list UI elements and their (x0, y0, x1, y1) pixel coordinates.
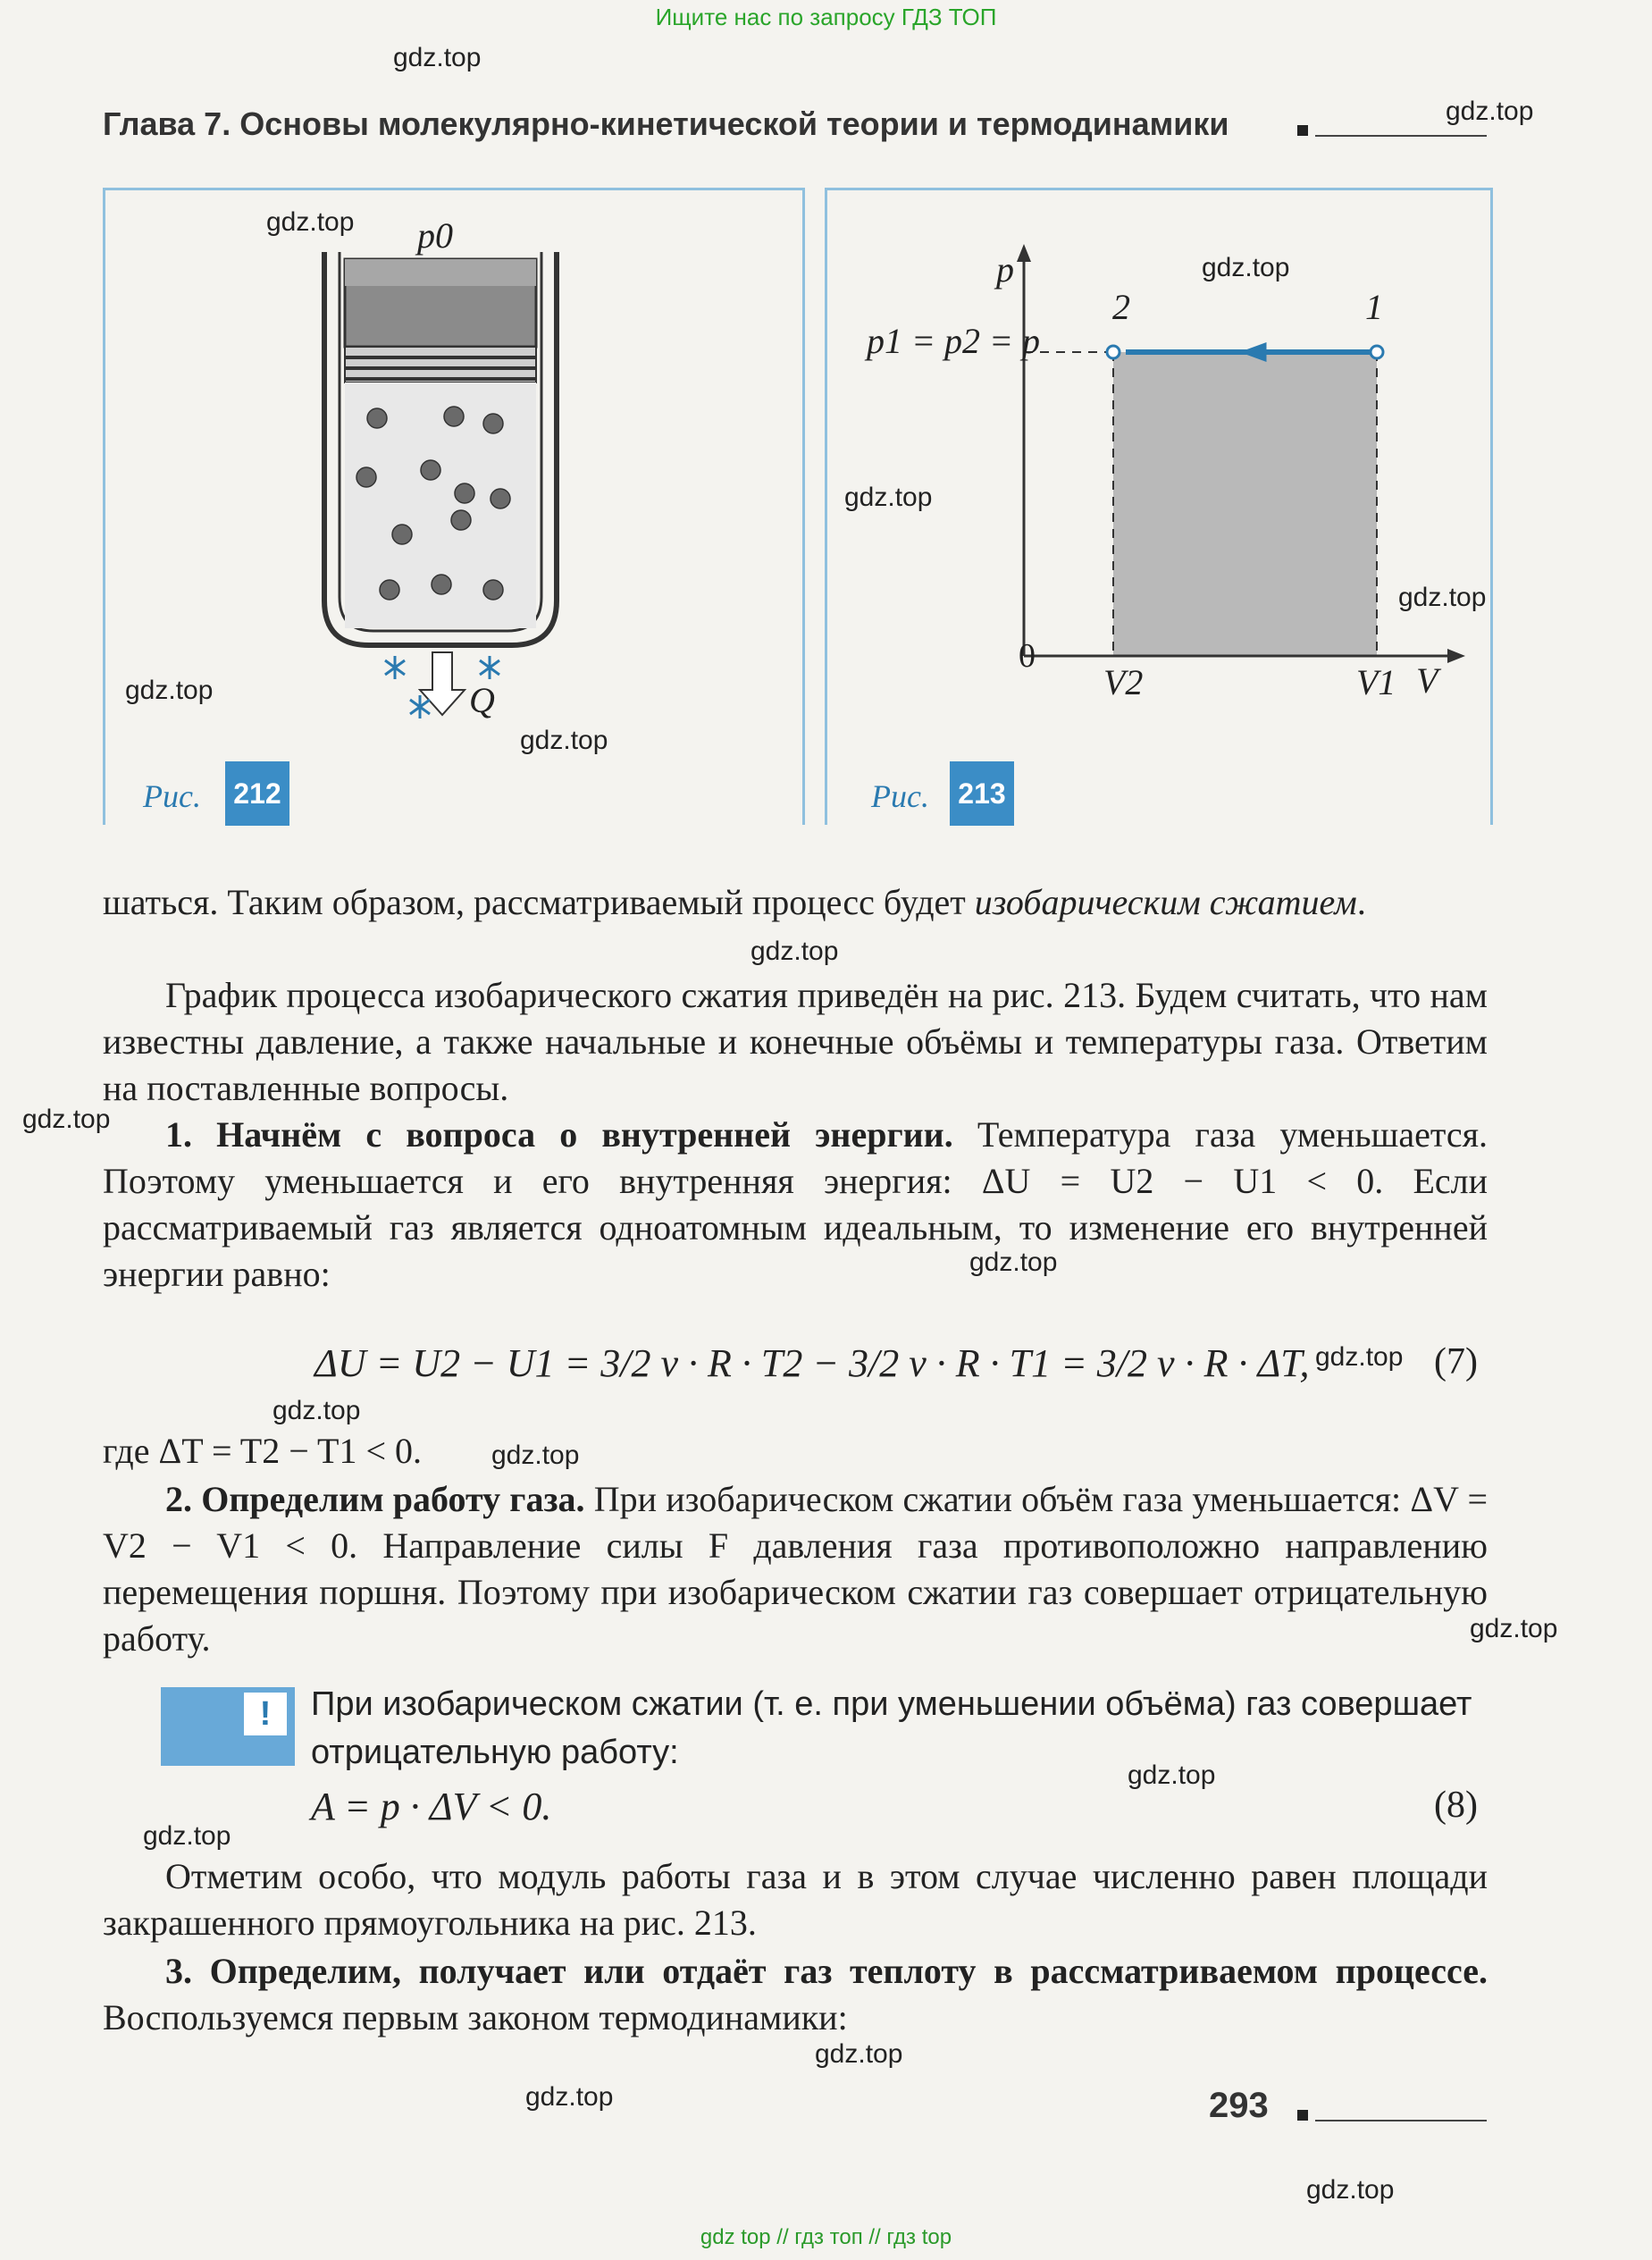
watermark: gdz.top (1306, 2175, 1395, 2205)
equation-8-number: (8) (1434, 1785, 1478, 1826)
header-rule (1315, 135, 1487, 137)
watermark: gdz.top (1446, 97, 1534, 126)
point-2-marker (1107, 346, 1120, 358)
watermark: gdz.top (1128, 1760, 1216, 1790)
watermark: gdz.top (751, 937, 839, 966)
figure-212-caption: Рис. (143, 778, 201, 814)
v-axis-label: V (1416, 660, 1438, 701)
footer-links: gdz top // гдз топ // гдз top (700, 2225, 952, 2249)
watermark: gdz.top (844, 483, 933, 512)
watermark: gdz.top (520, 726, 608, 755)
paragraph-1: шаться. Таким образом, рассматриваемый процесс будет изобарическим сжатием. (103, 882, 1366, 922)
watermark: gdz.top (815, 2039, 903, 2069)
paragraph-3: 1. Начнём с вопроса о внутренней энергии. Температура газа уменьшается. Поэтому уменьшается и его внутренняя энергия: ΔU = U2 − U1 < 0. Если рассматриваемый газ является одноатомным идеальным, то изменение его внутренней энергии равно: (103, 1114, 1488, 1294)
point-1-label: 1 (1365, 287, 1383, 327)
watermark: gdz.top (1315, 1342, 1404, 1372)
section-1-heading: 1. Начнём с вопроса о внутренней энергии. (165, 1114, 953, 1155)
v1-label: V1 (1356, 662, 1396, 702)
figure-213-caption: Рис. (871, 778, 929, 814)
section-2-heading: 2. Определим работу газа. (165, 1479, 585, 1519)
v2-label: V2 (1103, 662, 1144, 702)
watermark: gdz.top (266, 207, 355, 237)
note-text: При изобарическом сжатии (т. е. при уменьшении объёма) газ совершает отрицательную работу: (311, 1685, 1472, 1771)
p0-label: p0 (417, 215, 453, 256)
paragraph-7: 3. Определим, получает или отдаёт газ теплоту в рассматриваемом процессе. Воспользуемся первым законом термодинамики: (103, 1951, 1488, 2037)
p-axis-label: p (996, 249, 1014, 290)
origin-label: 0 (1019, 637, 1036, 675)
y-axis-arrow (1017, 244, 1031, 262)
watermark: gdz.top (125, 676, 214, 705)
point-2-label: 2 (1112, 287, 1130, 327)
watermark: gdz.top (1398, 583, 1487, 612)
term-isobaric-compression: изобарическим сжатием (974, 882, 1357, 922)
watermark: gdz.top (969, 1248, 1058, 1277)
paragraph-5: 2. Определим работу газа. При изобарическом сжатии объём газа уменьшается: ΔV = V2 − V1 < 0. Направление силы F давления газа противоположно направлению перемещения поршня. Поэтому при изобарическом сжатии газ совершает отрицательную работу. (103, 1479, 1488, 1659)
page-number-rule (1315, 2120, 1487, 2121)
watermark: gdz.top (525, 2082, 614, 2112)
page-number: 293 (1209, 2086, 1269, 2125)
page-number-marker (1297, 2110, 1308, 2121)
q-label: Q (469, 680, 495, 720)
work-area (1113, 352, 1377, 656)
watermark: gdz.top (1202, 253, 1290, 282)
paragraph-4: где ΔT = T2 − T1 < 0. (103, 1431, 423, 1471)
watermark: gdz.top (22, 1105, 111, 1134)
figure-212-illustration (105, 189, 799, 761)
x-axis-arrow (1447, 649, 1465, 663)
section-3-heading: 3. Определим, получает или отдаёт газ теплоту в рассматриваемом процессе. (165, 1951, 1488, 1991)
watermark: gdz.top (143, 1821, 231, 1851)
top-banner: Ищите нас по запросу ГДЗ ТОП (655, 4, 997, 30)
chapter-header: Глава 7. Основы молекулярно-кинетической теории и термодинамики (103, 105, 1229, 142)
paragraph-2: График процесса изобарического сжатия приведён на рис. 213. Будем считать, что нам известны давление, а также начальные и конечные объёмы и температуры газа. Ответим на поставленные вопросы. (103, 975, 1488, 1108)
watermark: gdz.top (393, 43, 482, 72)
equation-7-number: (7) (1434, 1341, 1478, 1382)
watermark: gdz.top (1470, 1614, 1558, 1643)
formula-8: A = p · ΔV < 0. (311, 1785, 552, 1828)
figure-213-number: 213 (950, 761, 1014, 826)
watermark: gdz.top (273, 1396, 361, 1425)
header-marker (1297, 125, 1308, 136)
point-1-marker (1371, 346, 1383, 358)
exclamation-icon: ! (244, 1693, 287, 1735)
pressure-label: p1 = p2 = p (867, 321, 1040, 361)
watermark: gdz.top (491, 1441, 580, 1470)
formula-7: ΔU = U2 − U1 = 3/2 ν · R · T2 − 3/2 ν · R · T1 = 3/2 ν · R · ΔT, (314, 1341, 1310, 1385)
paragraph-6: Отметим особо, что модуль работы газа и в этом случае численно равен площади закрашенного прямоугольника на рис. 213. (103, 1856, 1488, 1943)
figure-212-number: 212 (225, 761, 289, 826)
